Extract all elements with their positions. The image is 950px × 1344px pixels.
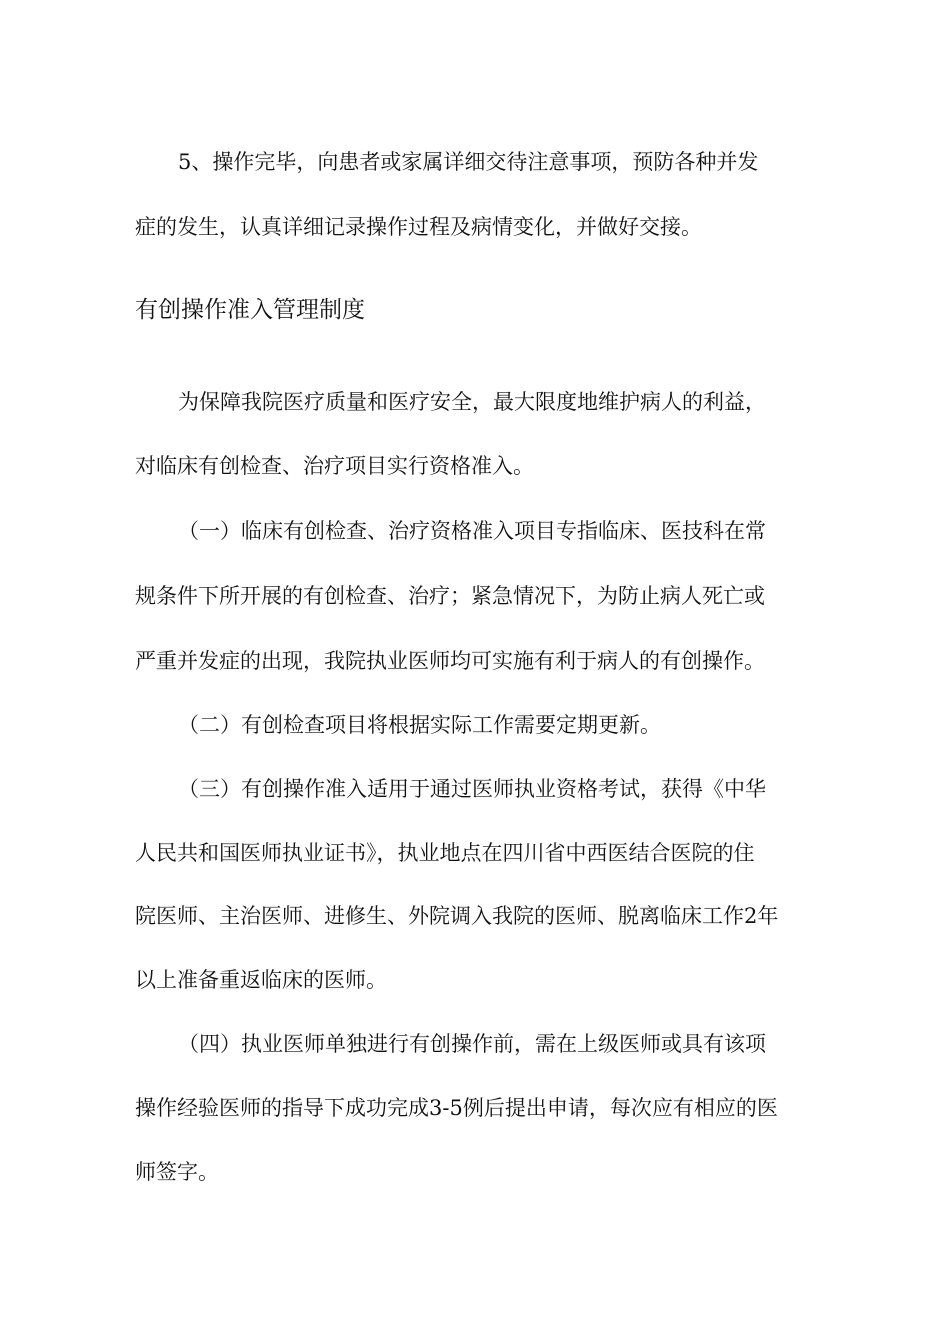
paragraph-line: （三）有创操作准入适用于通过医师执业资格考试，获得《中华 xyxy=(178,777,766,801)
section-heading: 有创操作准入管理制度 xyxy=(135,297,365,323)
paragraph-line: 严重并发症的出现，我院执业医师均可实施有利于病人的有创操作。 xyxy=(135,649,765,673)
paragraph-line: 人民共和国医师执业证书》，执业地点在四川省中西医结合医院的住 xyxy=(135,841,755,865)
paragraph-line: 规条件下所开展的有创检查、治疗；紧急情况下，为防止病人死亡或 xyxy=(135,584,765,608)
paragraph-line: （四）执业医师单独进行有创操作前，需在上级医师或具有该项 xyxy=(178,1032,766,1056)
paragraph-line: 操作经验医师的指导下成功完成3-5例后提出申请，每次应有相应的医 xyxy=(135,1096,778,1120)
paragraph-line: 为保障我院医疗质量和医疗安全，最大限度地维护病人的利益， xyxy=(178,390,766,414)
paragraph-line: （二）有创检查项目将根据实际工作需要定期更新。 xyxy=(178,713,661,737)
paragraph-line: 5、操作完毕，向患者或家属详细交待注意事项，预防各种并发 xyxy=(178,150,759,174)
paragraph-line: 院医师、主治医师、进修生、外院调入我院的医师、脱离临床工作2年 xyxy=(135,904,779,928)
paragraph-line: 对临床有创检查、治疗项目实行资格准入。 xyxy=(135,454,534,478)
paragraph-line: 以上准备重返临床的医师。 xyxy=(135,968,387,992)
paragraph-line: 症的发生，认真详细记录操作过程及病情变化，并做好交接。 xyxy=(135,215,702,239)
paragraph-line: （一）临床有创检查、治疗资格准入项目专指临床、医技科在常 xyxy=(178,519,766,543)
paragraph-line: 师签字。 xyxy=(135,1160,219,1184)
